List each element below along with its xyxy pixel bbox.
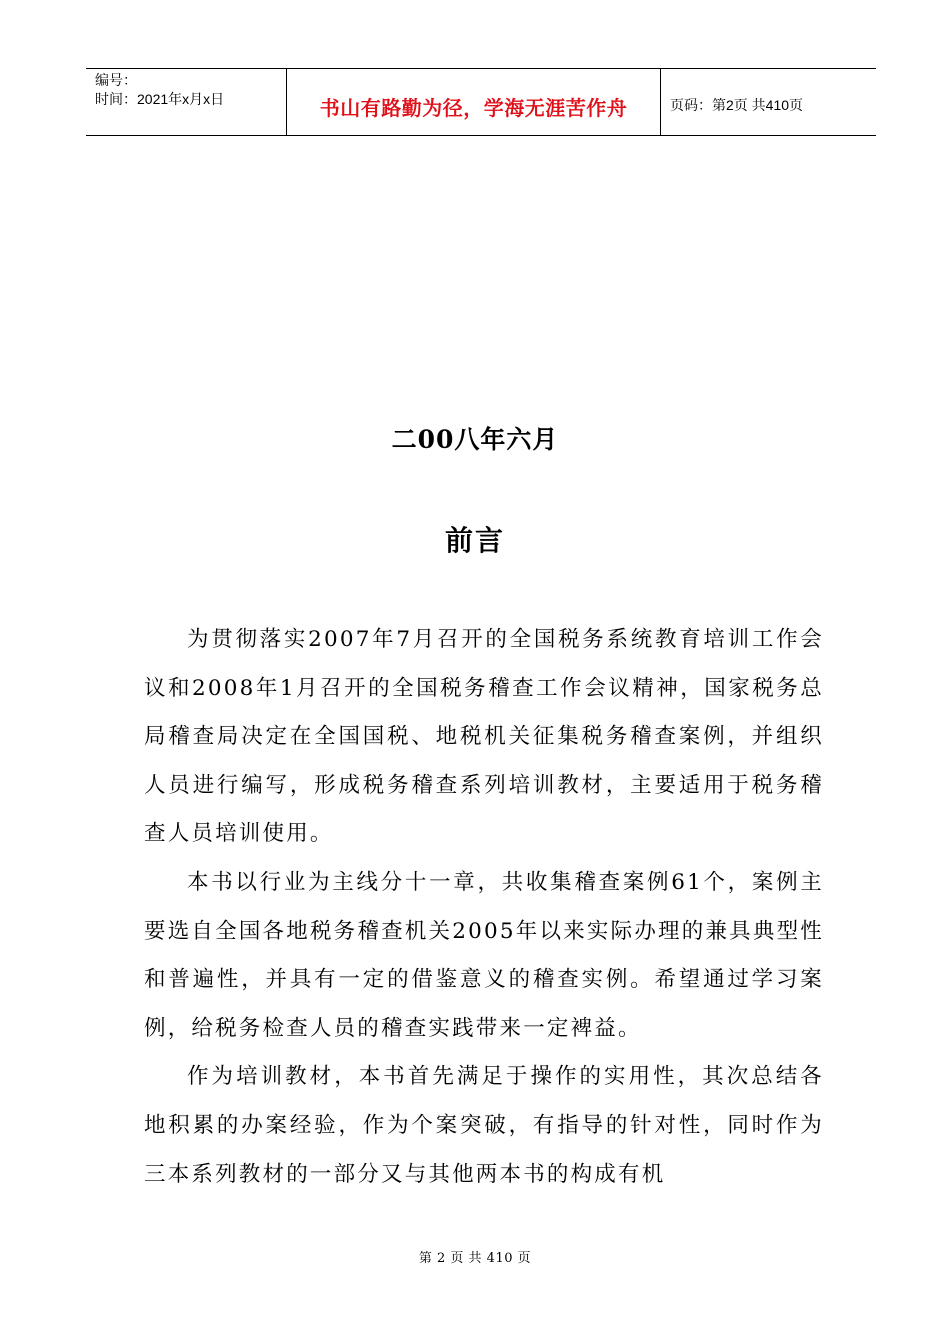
- document-time-label: 时间：2021年x月x日: [95, 91, 225, 107]
- date-heading: 二00八年六月: [391, 425, 559, 454]
- header-info-cell: [86, 69, 287, 135]
- paragraph: 为贯彻落实2007年7月召开的全国税务系统教育培训工作会议和2008年1月召开的全国税务稽查工作会议精神，国家税务总局稽查局决定在全国国税、地税机关征集税务稽查案例，并组织人员进行编写，形成税务稽查系列培训教材，主要适用于税务稽查人员培训使用。: [144, 627, 824, 847]
- header-motto-cell: [287, 69, 661, 135]
- paragraph: 本书以行业为主线分十一章，共收集稽查案例61个，案例主要选自全国各地税务稽查机关2005年以来实际办理的兼具典型性和普遍性，并具有一定的借鉴意义的稽查实例。希望通过学习案例，给税务检查人员的稽查实践带来一定裨益。: [144, 869, 824, 1041]
- page-footer: 第 2 页 共 410 页: [418, 1251, 532, 1266]
- header-page-cell: [661, 69, 876, 135]
- preface-title: 前言: [444, 524, 505, 557]
- header-page-label: 页码：第2页 共410页: [670, 97, 804, 113]
- preface-body: [144, 616, 824, 1199]
- header-table: [86, 68, 876, 136]
- document-number-label: 编号：: [95, 72, 137, 88]
- header-motto: 书山有路勤为径，学海无涯苦作舟: [319, 95, 628, 120]
- paragraph: 作为培训教材，本书首先满足于操作的实用性，其次总结各地积累的办案经验，作为个案突破，有指导的针对性，同时作为三本系列教材的一部分又与其他两本书的构成有机: [144, 1064, 824, 1187]
